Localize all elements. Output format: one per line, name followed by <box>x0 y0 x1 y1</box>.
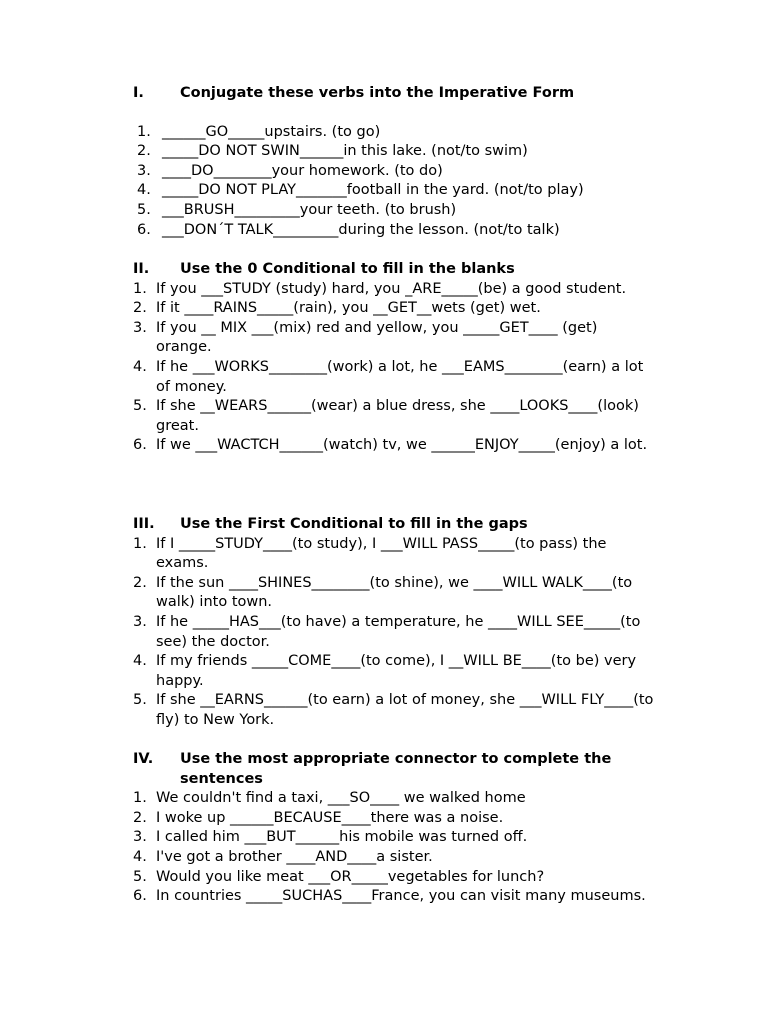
list-item <box>133 652 693 691</box>
item-number: 1. <box>133 280 147 297</box>
list-item <box>133 691 693 730</box>
item-text: _____DO NOT PLAY_______football in the yard. (not/to play) <box>162 182 584 199</box>
list-item <box>133 848 693 868</box>
exercise-list <box>133 123 693 241</box>
item-text: If she __WEARS______(wear) a blue dress, she ____LOOKS____(look) great. <box>156 398 639 434</box>
item-text: If the sun ____SHINES________(to shine), we ____WILL WALK____(to walk) into town. <box>156 574 633 611</box>
section-title: Use the most appropriate connector to complete the sentences <box>180 751 612 787</box>
item-number: 6. <box>133 888 147 905</box>
list-item <box>133 280 693 300</box>
exercise-list <box>133 789 693 907</box>
list-item <box>133 319 693 358</box>
section-number: II. <box>133 261 150 277</box>
item-number: 6. <box>133 437 147 454</box>
list-item <box>133 809 693 829</box>
item-text: In countries _____SUCHAS____France, you can visit many museums. <box>156 888 646 905</box>
item-number: 4. <box>133 358 147 375</box>
list-item <box>133 123 693 143</box>
section-zero-conditional <box>133 260 693 456</box>
item-number: 3. <box>133 613 147 630</box>
exercise-list <box>133 535 693 731</box>
list-item <box>133 181 693 201</box>
section-imperative <box>133 84 693 240</box>
item-text: If my friends _____COME____(to come), I __WILL BE____(to be) very happy. <box>156 653 637 689</box>
item-number: 3. <box>133 829 147 846</box>
exercise-list <box>133 280 693 456</box>
section-first-conditional <box>133 515 693 731</box>
list-item <box>133 613 693 652</box>
item-text: ___BRUSH_________your teeth. (to brush) <box>162 201 457 218</box>
item-text: I woke up ______BECAUSE____there was a noise. <box>156 809 504 826</box>
section-connectors <box>133 750 693 907</box>
list-item <box>133 201 693 221</box>
list-item <box>133 358 693 397</box>
item-number: 2. <box>137 143 151 160</box>
list-item <box>133 789 693 809</box>
item-text: I've got a brother ____AND____a sister. <box>156 848 433 865</box>
list-item <box>133 887 693 907</box>
section-heading <box>133 515 693 535</box>
item-number: 5. <box>133 398 147 415</box>
item-text: If it ____RAINS_____(rain), you __GET__wets (get) wet. <box>156 300 541 317</box>
section-number: IV. <box>133 751 154 767</box>
item-text: _____DO NOT SWIN______in this lake. (not/to swim) <box>162 143 528 160</box>
item-text: If you ___STUDY (study) hard, you _ARE_____(be) a good student. <box>156 280 627 297</box>
item-number: 1. <box>133 790 147 807</box>
item-text: If he ___WORKS________(work) a lot, he ___EAMS________(earn) a lot of money. <box>156 358 644 395</box>
list-item <box>133 162 693 182</box>
item-text: ___DON´T TALK_________during the lesson. (not/to talk) <box>162 221 560 238</box>
item-number: 3. <box>137 162 151 179</box>
section-heading <box>133 84 693 104</box>
item-number: 2. <box>133 300 147 317</box>
item-number: 5. <box>133 692 147 709</box>
list-item <box>133 574 693 613</box>
list-item <box>133 221 693 241</box>
item-number: 4. <box>137 182 151 199</box>
item-text: If I _____STUDY____(to study), I ___WILL PASS_____(to pass) the exams. <box>156 535 607 572</box>
item-number: 5. <box>137 201 151 218</box>
item-number: 2. <box>133 574 147 591</box>
list-item <box>133 828 693 848</box>
item-number: 6. <box>137 221 151 238</box>
list-item <box>133 535 693 574</box>
item-number: 1. <box>137 123 151 140</box>
item-text: ______GO_____upstairs. (to go) <box>162 123 381 140</box>
item-number: 5. <box>133 868 147 885</box>
item-number: 3. <box>133 319 147 336</box>
item-number: 4. <box>133 653 147 670</box>
section-title: Conjugate these verbs into the Imperative Form <box>180 85 575 101</box>
item-text: I called him ___BUT______his mobile was turned off. <box>156 829 528 846</box>
item-text: If he _____HAS___(to have) a temperature, he ____WILL SEE_____(to see) the doctor. <box>156 613 641 650</box>
section-title: Use the First Conditional to fill in the gaps <box>180 516 528 532</box>
list-item <box>133 436 693 456</box>
list-item <box>133 397 693 436</box>
item-text: If you __ MIX ___(mix) red and yellow, you _____GET____ (get) orange. <box>156 319 598 356</box>
list-item <box>133 142 693 162</box>
section-heading <box>133 260 693 280</box>
item-text: Would you like meat ___OR_____vegetables for lunch? <box>156 868 545 885</box>
item-number: 4. <box>133 848 147 865</box>
item-text: If she __EARNS______(to earn) a lot of money, she ___WILL FLY____(to fly) to New York. <box>156 692 654 728</box>
list-item <box>133 299 693 319</box>
section-number: III. <box>133 516 155 532</box>
item-text: ____DO________your homework. (to do) <box>162 162 443 179</box>
section-number: I. <box>133 85 144 101</box>
item-number: 2. <box>133 809 147 826</box>
item-text: We couldn't find a taxi, ___SO____ we walked home <box>156 790 526 807</box>
item-text: If we ___WACTCH______(watch) tv, we ______ENJOY_____(enjoy) a lot. <box>156 437 648 454</box>
list-item <box>133 868 693 888</box>
section-title: Use the 0 Conditional to fill in the blanks <box>180 261 515 277</box>
section-heading <box>133 750 693 789</box>
item-number: 1. <box>133 535 147 552</box>
